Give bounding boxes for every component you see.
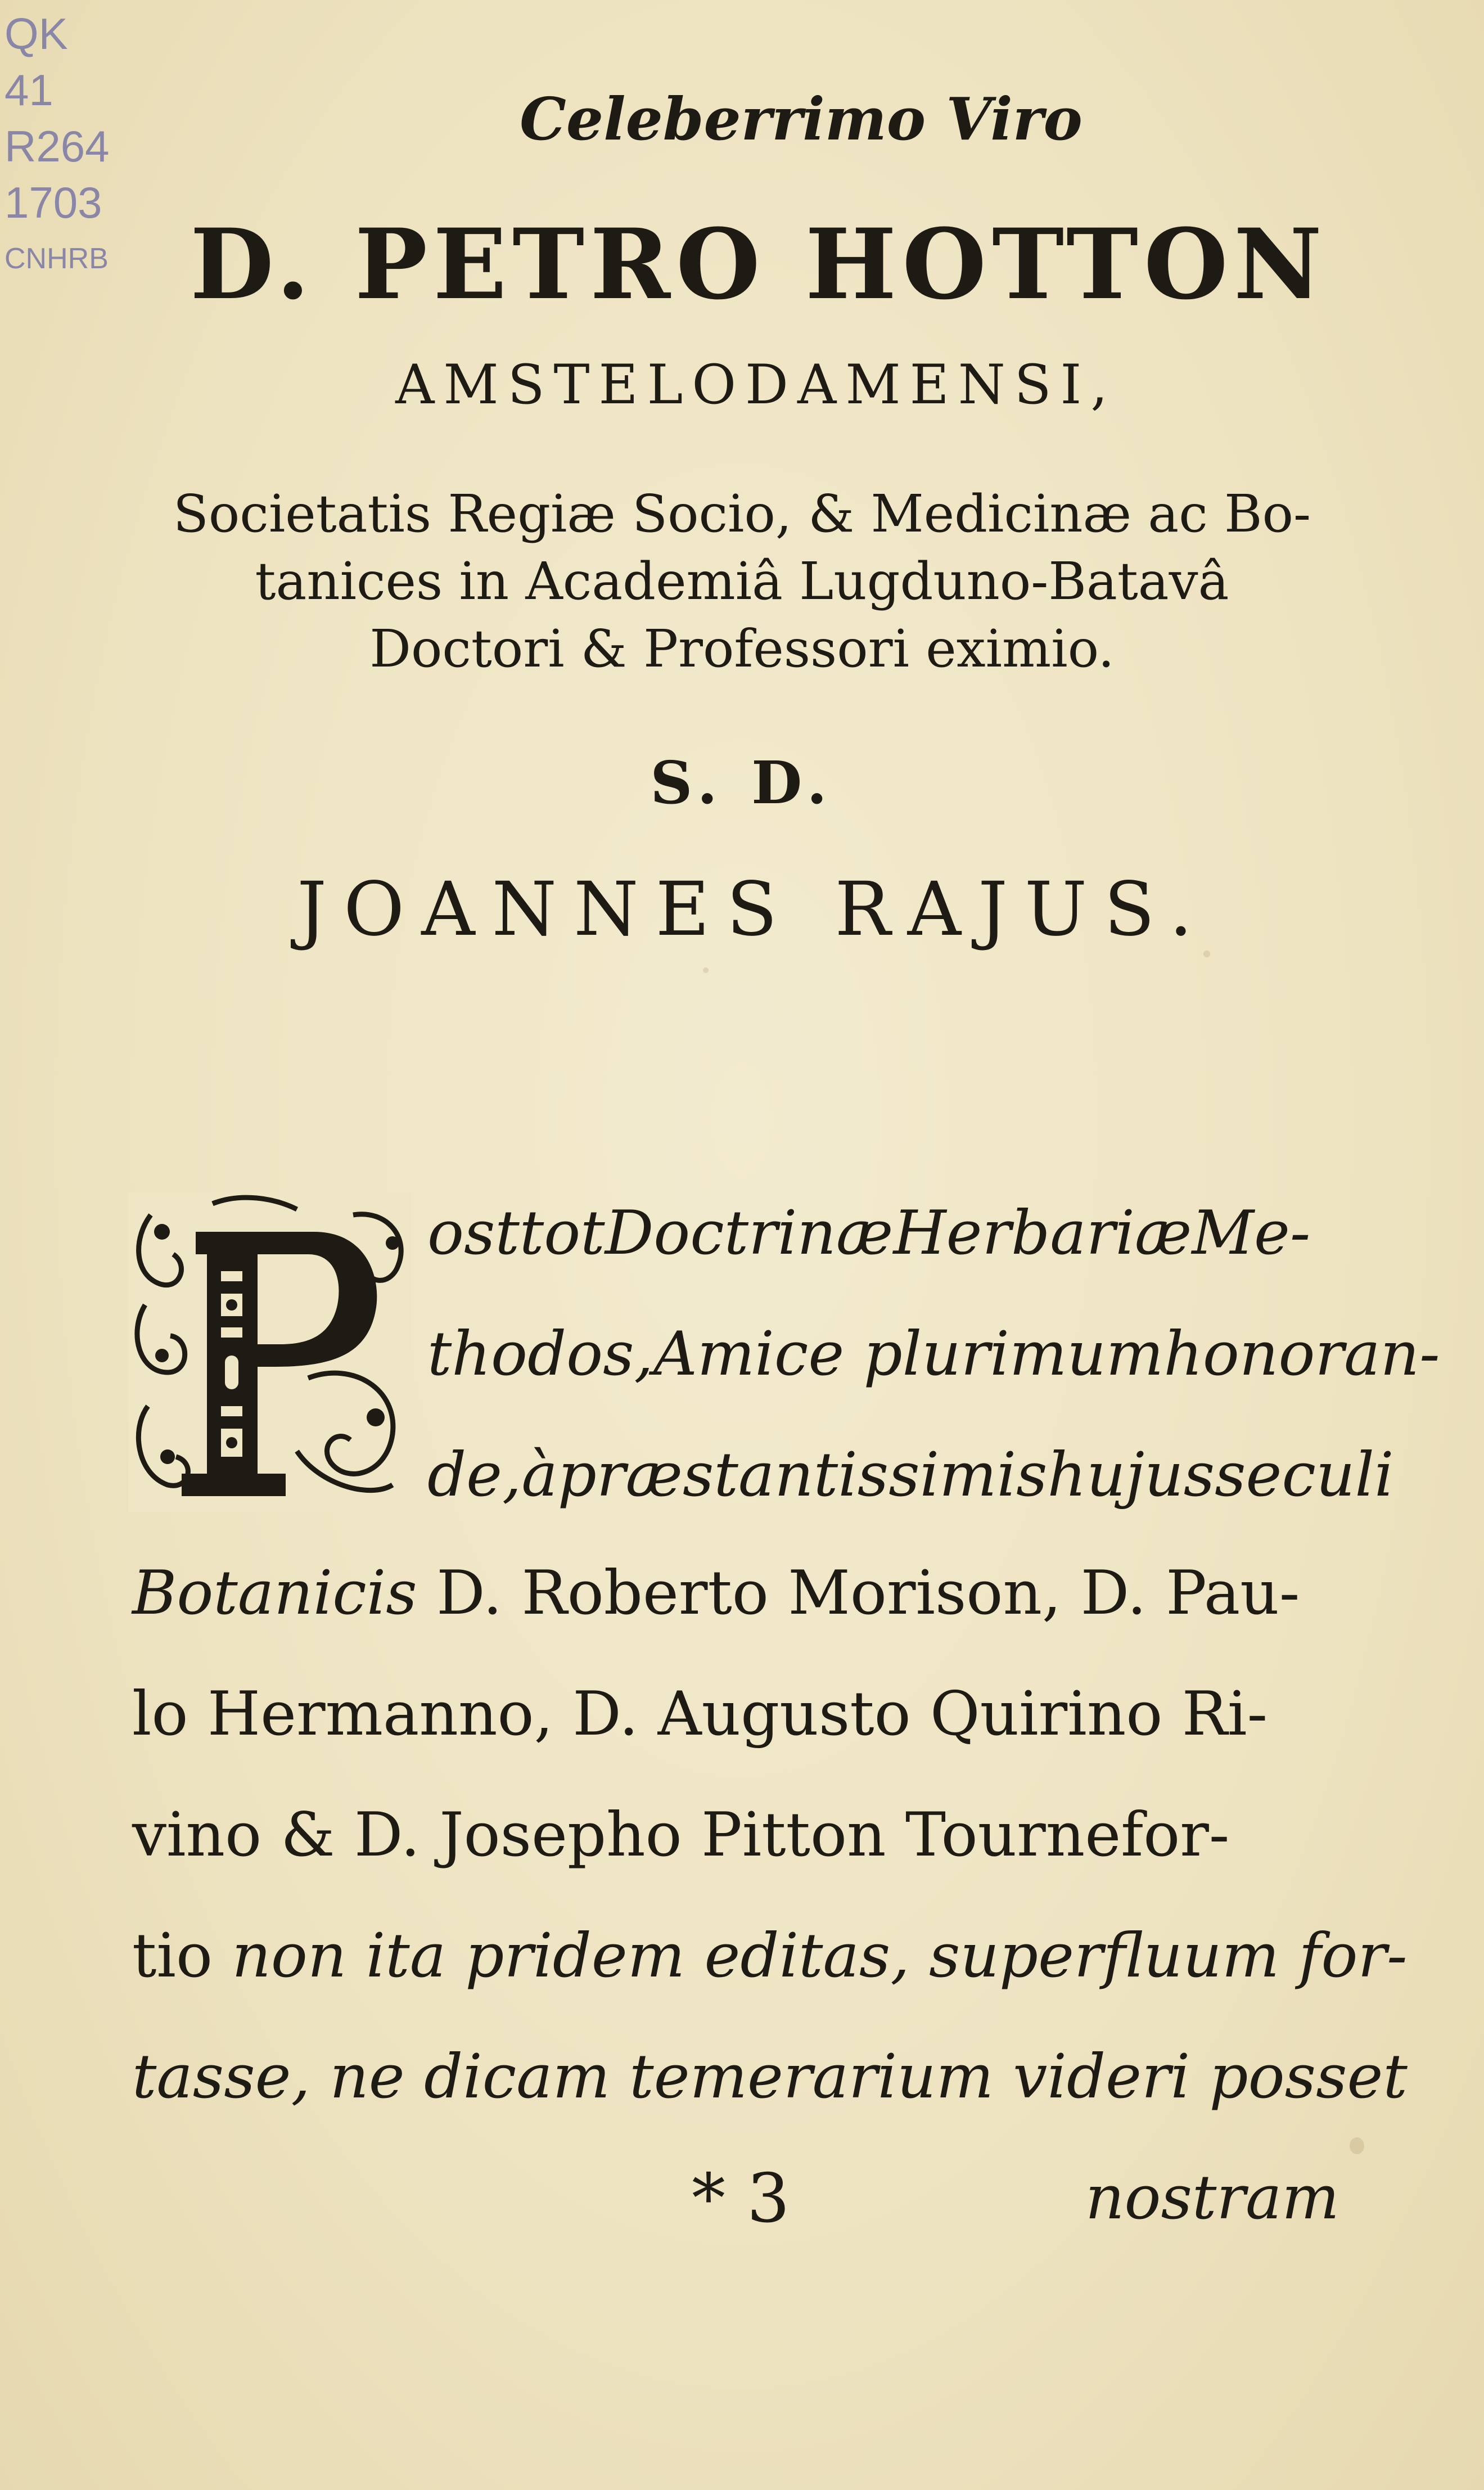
foxing-spot [1350, 2137, 1364, 2154]
word: seculi [1215, 1440, 1394, 1510]
word: hujus [1047, 1440, 1215, 1510]
shelfmark-line: 41 [4, 65, 53, 115]
dedicatee-name: D. PETRO HOTTON [190, 207, 1328, 321]
text-line [132, 1921, 1408, 1991]
shelfmark-line: 1703 [4, 178, 102, 227]
roman-text: tio [132, 1921, 232, 1991]
dedicatee-description-line: tanices in Academiâ Lugduno-Batavâ [255, 551, 1229, 611]
word: Herbariæ [893, 1198, 1192, 1268]
text-line: vino & D. Josepho Pitton Tournefor- [132, 1800, 1230, 1870]
author-name: JOANNES RAJUS. [297, 866, 1210, 953]
text-line [132, 1558, 1300, 1628]
word: Amice plurimum [653, 1319, 1164, 1389]
word: honoran- [1163, 1319, 1440, 1389]
text-line [427, 1198, 1311, 1268]
dedicatee-description-line: Societatis Regiæ Socio, & Medicinæ ac Bo- [173, 484, 1311, 544]
shelfmark-line: R264 [4, 121, 110, 171]
dedication-salutation: Celeberrimo Viro [520, 84, 1082, 154]
text-line: tasse, ne dicam temerarium videri posset [132, 2042, 1408, 2112]
text-line [427, 1319, 1440, 1389]
italic-text: Botanicis [132, 1558, 417, 1628]
roman-text: D. Roberto Morison, D. Pau- [417, 1558, 1300, 1628]
shelfmark-line: QK [4, 9, 68, 58]
shelfmark-line: CNHRB [4, 242, 109, 275]
word: tot [519, 1198, 605, 1268]
catchword: nostram [1085, 2163, 1339, 2233]
foxing-spot [703, 967, 709, 973]
ornamental-drop-cap [128, 1192, 412, 1512]
word: de, [427, 1440, 522, 1510]
word: à [521, 1440, 558, 1510]
word: præstantissimis [557, 1440, 1048, 1510]
dedicatee-description-line: Doctori & Professori eximio. [369, 619, 1115, 679]
word: Me- [1192, 1198, 1311, 1268]
italic-text: non ita pridem editas, superfluum for- [232, 1921, 1408, 1991]
word: thodos, [427, 1319, 653, 1389]
word: Doctrinæ [605, 1198, 894, 1268]
text-line [427, 1440, 1394, 1510]
word: ost [427, 1198, 520, 1268]
dedicatee-origin: AMSTELODAMENSI, [395, 353, 1117, 416]
greeting: S. D. [650, 748, 834, 817]
signature-mark: * 3 [692, 2160, 790, 2238]
text-line: lo Hermanno, D. Augusto Quirino Ri- [132, 1679, 1268, 1749]
